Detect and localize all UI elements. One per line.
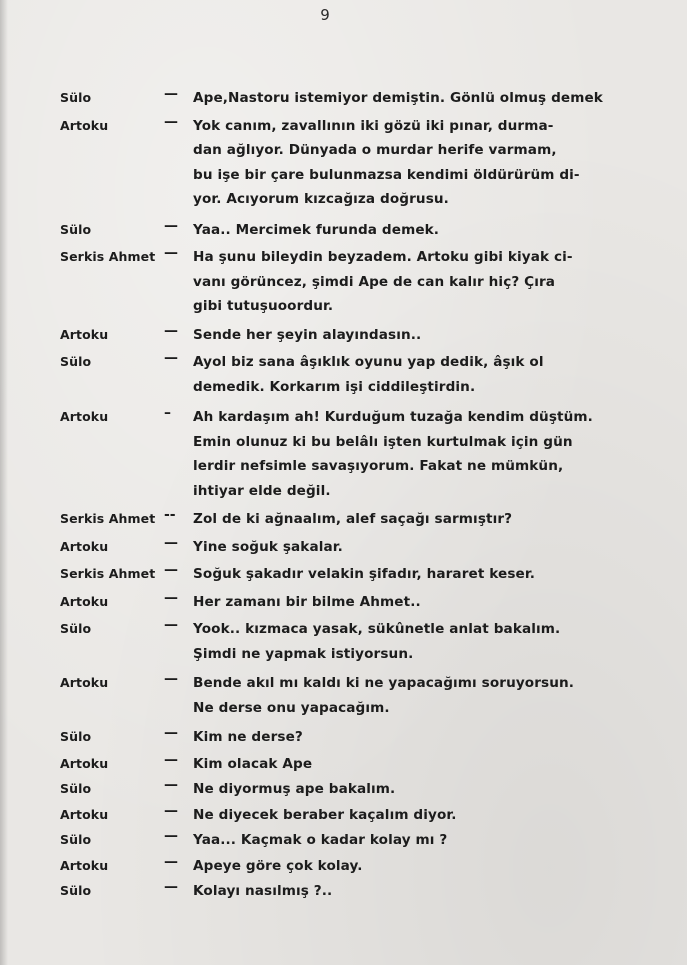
- dialogue-speech: [193, 323, 620, 348]
- speaker-name: Artoku: [60, 409, 109, 424]
- dialogue-speech: [193, 114, 620, 212]
- dialogue-speech: [193, 854, 620, 879]
- speech-line: Ape,Nastoru istemiyor demiştin. Gönlü olmuş demek: [193, 90, 603, 106]
- dialogue-speech: [193, 752, 620, 777]
- dialogue-speech: [193, 507, 620, 532]
- dialogue-speech: [193, 350, 620, 399]
- speaker-name: Artoku: [60, 593, 109, 609]
- speaker-name: Artoku: [60, 806, 109, 822]
- speech-line: ihtiyar elde değil.: [193, 482, 331, 499]
- dialogue-line: [60, 803, 620, 828]
- dialogue-dash: —: [164, 589, 178, 606]
- speech-line: Kim ne derse?: [193, 729, 303, 745]
- dialogue-speech: [193, 218, 620, 243]
- speech-line: Apeye göre çok kolay.: [193, 857, 363, 874]
- dialogue-speech: [193, 245, 620, 319]
- speaker-name: Artoku: [60, 755, 109, 771]
- dialogue-speech: [193, 617, 620, 666]
- dialogue-line: [60, 671, 620, 720]
- speaker-name: Sülo: [60, 90, 92, 105]
- speech-line: lerdir nefsimle savaşıyorum. Fakat ne mümkün,: [193, 458, 564, 474]
- speech-line: Ayol biz sana âşıklık oyunu yap dedik, âşık ol: [193, 354, 544, 370]
- dialogue-line: [60, 350, 620, 399]
- speaker-name: Serkis Ahmet: [60, 249, 156, 264]
- dialogue-line: [60, 114, 620, 212]
- dialogue-line: [60, 617, 620, 666]
- speech-line: Ah kardaşım ah! Kurduğum tuzağa kendim düştüm.: [193, 409, 593, 425]
- dialogue-speech: [193, 777, 620, 802]
- dialogue-dash: —: [164, 853, 178, 870]
- speech-line: Kolayı nasılmış ?..: [193, 883, 333, 899]
- speaker-name: Artoku: [60, 675, 109, 690]
- dialogue-speech: [193, 828, 620, 853]
- dialogue-dash: —: [164, 725, 178, 741]
- dialogue-dash: —: [164, 245, 178, 261]
- speaker-name: Sülo: [60, 832, 92, 847]
- speech-line: Kim olacak Ape: [193, 755, 313, 772]
- dialogue-line: [60, 535, 620, 560]
- speech-line: Yaa.. Mercimek furunda demek.: [193, 221, 440, 238]
- dialogue-line: [60, 854, 620, 879]
- dialogue-speech: [193, 803, 620, 828]
- speech-line: gibi tutuşuoordur.: [193, 298, 334, 314]
- page-number: 9: [320, 6, 330, 24]
- dialogue-text: [60, 86, 620, 904]
- dialogue-speech: [193, 535, 620, 560]
- page-shadow-edge: [0, 0, 8, 965]
- speaker-name: Sülo: [60, 221, 92, 237]
- speaker-name: Serkis Ahmet: [60, 511, 156, 526]
- dialogue-dash: —: [164, 217, 178, 234]
- dialogue-line: [60, 828, 620, 853]
- dialogue-line: [60, 245, 620, 319]
- speech-line: Yok canım, zavallının iki gözü iki pınar, durma-: [193, 117, 554, 134]
- dialogue-line: [60, 405, 620, 503]
- speaker-name: Sülo: [60, 729, 92, 744]
- speaker-name: Artoku: [60, 117, 109, 133]
- speech-line: vanı görüncez, şimdi Ape de can kalır hiç? Çıra: [193, 273, 556, 290]
- speaker-name: Serkis Ahmet: [60, 566, 156, 581]
- speech-line: Emin olunuz ki bu belâlı işten kurtulmak için gün: [193, 433, 573, 450]
- dialogue-dash: —: [164, 322, 178, 339]
- dialogue-line: [60, 323, 620, 348]
- dialogue-dash: —: [164, 777, 178, 793]
- speech-line: yor. Acıyorum kızcağıza doğrusu.: [193, 191, 449, 207]
- dialogue-dash: —: [164, 562, 178, 578]
- dialogue-line: [60, 752, 620, 777]
- dialogue-dash: —: [164, 802, 178, 819]
- dialogue-speech: [193, 879, 620, 904]
- dialogue-dash: –: [164, 405, 171, 421]
- speech-line: Bende akıl mı kaldı ki ne yapacağımı soruyorsun.: [193, 675, 575, 691]
- speech-line: Yine soğuk şakalar.: [193, 538, 343, 555]
- dialogue-speech: [193, 671, 620, 720]
- dialogue-speech: [193, 725, 620, 750]
- speaker-name: Sülo: [60, 354, 92, 369]
- dialogue-line: [60, 507, 620, 532]
- dialogue-dash: —: [164, 617, 178, 633]
- speech-line: Yaa... Kaçmak o kadar kolay mı ?: [193, 832, 448, 848]
- dialogue-dash: —: [164, 534, 178, 551]
- dialogue-line: [60, 562, 620, 587]
- speaker-name: Sülo: [60, 781, 92, 796]
- dialogue-line: [60, 590, 620, 615]
- dialogue-dash: —: [164, 751, 178, 768]
- dialogue-dash: --: [164, 507, 176, 523]
- speech-line: Soğuk şakadır velakin şifadır, hararet keser.: [193, 566, 535, 582]
- dialogue-speech: [193, 86, 620, 111]
- dialogue-speech: [193, 562, 620, 587]
- speech-line: Zol de ki ağnaalım, alef saçağı sarmıştır?: [193, 511, 513, 527]
- speech-line: Yook.. kızmaca yasak, sükûnetle anlat bakalım.: [193, 621, 561, 637]
- speaker-name: Artoku: [60, 857, 109, 873]
- speech-line: bu işe bir çare bulunmazsa kendimi öldürürüm di-: [193, 166, 580, 183]
- speech-line: Ha şunu bileydin beyzadem. Artoku gibi kiyak ci-: [193, 249, 573, 265]
- speaker-name: Sülo: [60, 883, 92, 898]
- dialogue-dash: —: [164, 828, 178, 844]
- speaker-name: Artoku: [60, 538, 109, 554]
- speech-line: demedik. Korkarım işi ciddileştirdin.: [193, 378, 476, 395]
- dialogue-line: [60, 218, 620, 243]
- dialogue-dash: —: [164, 879, 178, 895]
- dialogue-speech: [193, 590, 620, 615]
- speaker-name: Artoku: [60, 326, 109, 342]
- dialogue-speech: [193, 405, 620, 503]
- speech-line: Sende her şeyin alayındasın..: [193, 326, 422, 343]
- speech-line: Ne diyecek beraber kaçalım diyor.: [193, 806, 457, 823]
- speech-line: dan ağlıyor. Dünyada o murdar herife varmam,: [193, 142, 557, 158]
- speaker-name: Sülo: [60, 621, 92, 636]
- dialogue-line: [60, 86, 620, 111]
- speech-line: Şimdi ne yapmak istiyorsun.: [193, 645, 414, 662]
- speech-line: Her zamanı bir bilme Ahmet..: [193, 593, 421, 610]
- dialogue-line: [60, 777, 620, 802]
- dialogue-dash: —: [164, 671, 178, 687]
- dialogue-dash: —: [164, 86, 178, 102]
- dialogue-dash: —: [164, 350, 178, 366]
- dialogue-line: [60, 725, 620, 750]
- dialogue-line: [60, 879, 620, 904]
- speech-line: Ne derse onu yapacağım.: [193, 699, 390, 716]
- dialogue-dash: —: [164, 113, 178, 130]
- speech-line: Ne diyormuş ape bakalım.: [193, 781, 396, 797]
